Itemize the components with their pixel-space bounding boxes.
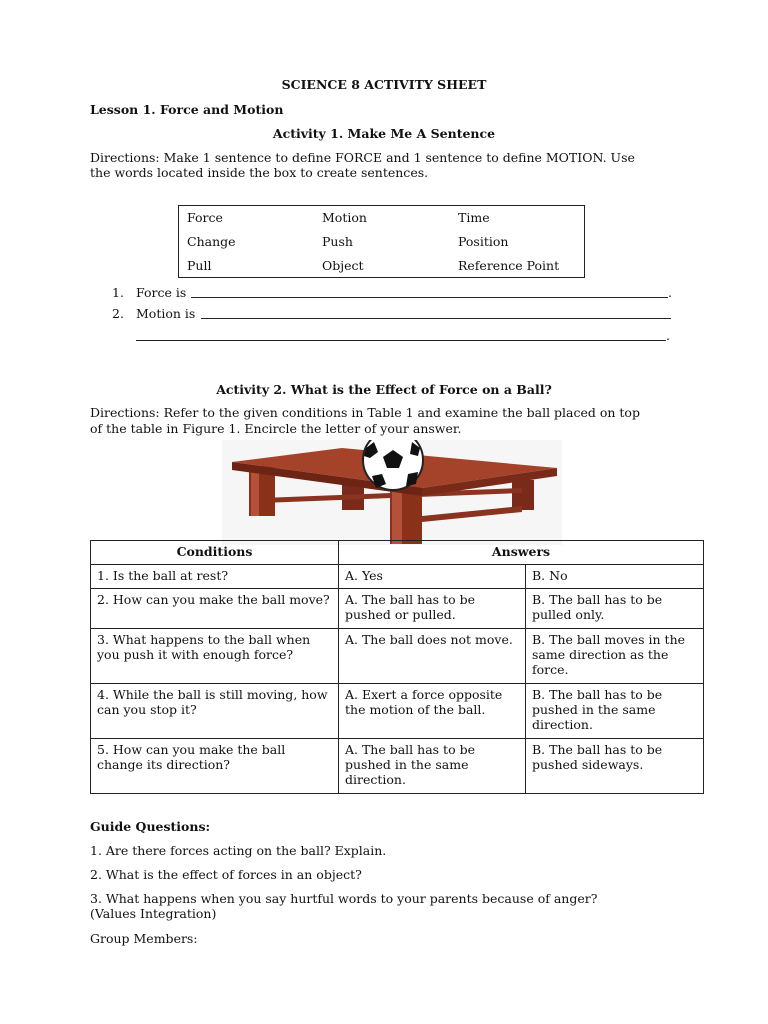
guide-question-2: 2. What is the effect of forces in an object?: [90, 867, 362, 882]
table-leg-back-right: [512, 480, 534, 510]
table-row: [91, 739, 704, 794]
condition-cell: 1. Is the ball at rest?: [91, 565, 339, 589]
guide-question-3: 3. What happens when you say hurtful words to your parents because of anger?: [90, 891, 598, 906]
answer-b-cell[interactable]: B. The ball has to be pushed in the same direction.: [526, 684, 704, 739]
guide-question-1: 1. Are there forces acting on the ball? Explain.: [90, 843, 387, 858]
word-motion: Motion: [322, 210, 367, 225]
item2-period: .: [666, 328, 670, 343]
item1-label: Force is: [136, 285, 187, 300]
word-force: Force: [187, 210, 223, 225]
item2-number: 2.: [112, 306, 124, 321]
answer-a-cell[interactable]: A. The ball has to be pushed in the same direction.: [339, 739, 526, 794]
word-pull: Pull: [187, 258, 212, 273]
soccer-ball-icon: [363, 440, 423, 490]
item2-answer-line-2[interactable]: [136, 340, 666, 341]
answer-a-cell[interactable]: A. The ball does not move.: [339, 629, 526, 684]
table-row: [91, 629, 704, 684]
item2-answer-line[interactable]: [201, 318, 671, 319]
conditions-answers-table: [90, 540, 704, 794]
guide-question-3-note: (Values Integration): [90, 906, 217, 921]
item1-answer-line[interactable]: [191, 297, 668, 298]
answer-b-cell[interactable]: B. The ball moves in the same direction as the force.: [526, 629, 704, 684]
condition-cell: 5. How can you make the ball change its direction?: [91, 739, 339, 794]
group-members-label: Group Members:: [90, 931, 198, 946]
activity2-heading: Activity 2. What is the Effect of Force on a Ball?: [216, 382, 552, 397]
item1-period: .: [668, 285, 672, 300]
page-title: SCIENCE 8 ACTIVITY SHEET: [281, 77, 487, 92]
table-row: [91, 684, 704, 739]
word-time: Time: [458, 210, 490, 225]
activity2-directions-line2: of the table in Figure 1. Encircle the letter of your answer.: [90, 421, 462, 436]
header-conditions: Conditions: [91, 541, 339, 565]
condition-cell: 3. What happens to the ball when you push it with enough force?: [91, 629, 339, 684]
condition-cell: 4. While the ball is still moving, how can you stop it?: [91, 684, 339, 739]
answer-a-cell[interactable]: A. Yes: [339, 565, 526, 589]
table-row: [91, 589, 704, 629]
answer-b-cell[interactable]: B. The ball has to be pushed sideways.: [526, 739, 704, 794]
answer-b-cell[interactable]: B. No: [526, 565, 704, 589]
guide-questions-heading: Guide Questions:: [90, 819, 211, 834]
table-ball-illustration: [222, 440, 562, 545]
activity1-directions-line1: Directions: Make 1 sentence to define FORCE and 1 sentence to define MOTION. Use: [90, 150, 635, 165]
word-object: Object: [322, 258, 364, 273]
table-row: [91, 565, 704, 589]
activity1-heading: Activity 1. Make Me A Sentence: [272, 126, 496, 141]
activity1-directions-line2: the words located inside the box to create sentences.: [90, 165, 429, 180]
condition-cell: 2. How can you make the ball move?: [91, 589, 339, 629]
table-header-row: [91, 541, 704, 565]
item2-label: Motion is: [136, 306, 196, 321]
answer-b-cell[interactable]: B. The ball has to be pulled only.: [526, 589, 704, 629]
word-change: Change: [187, 234, 236, 249]
answer-a-cell[interactable]: A. The ball has to be pushed or pulled.: [339, 589, 526, 629]
word-box: [178, 205, 585, 278]
figure-table-with-ball: [222, 440, 562, 545]
activity2-directions-line1: Directions: Refer to the given conditions in Table 1 and examine the ball placed on top: [90, 405, 640, 420]
lesson-heading: Lesson 1. Force and Motion: [90, 102, 284, 117]
answer-a-cell[interactable]: A. Exert a force opposite the motion of the ball.: [339, 684, 526, 739]
item1-number: 1.: [112, 285, 124, 300]
word-position: Position: [458, 234, 509, 249]
word-push: Push: [322, 234, 353, 249]
header-answers: Answers: [339, 541, 704, 565]
word-reference-point: Reference Point: [458, 258, 560, 273]
